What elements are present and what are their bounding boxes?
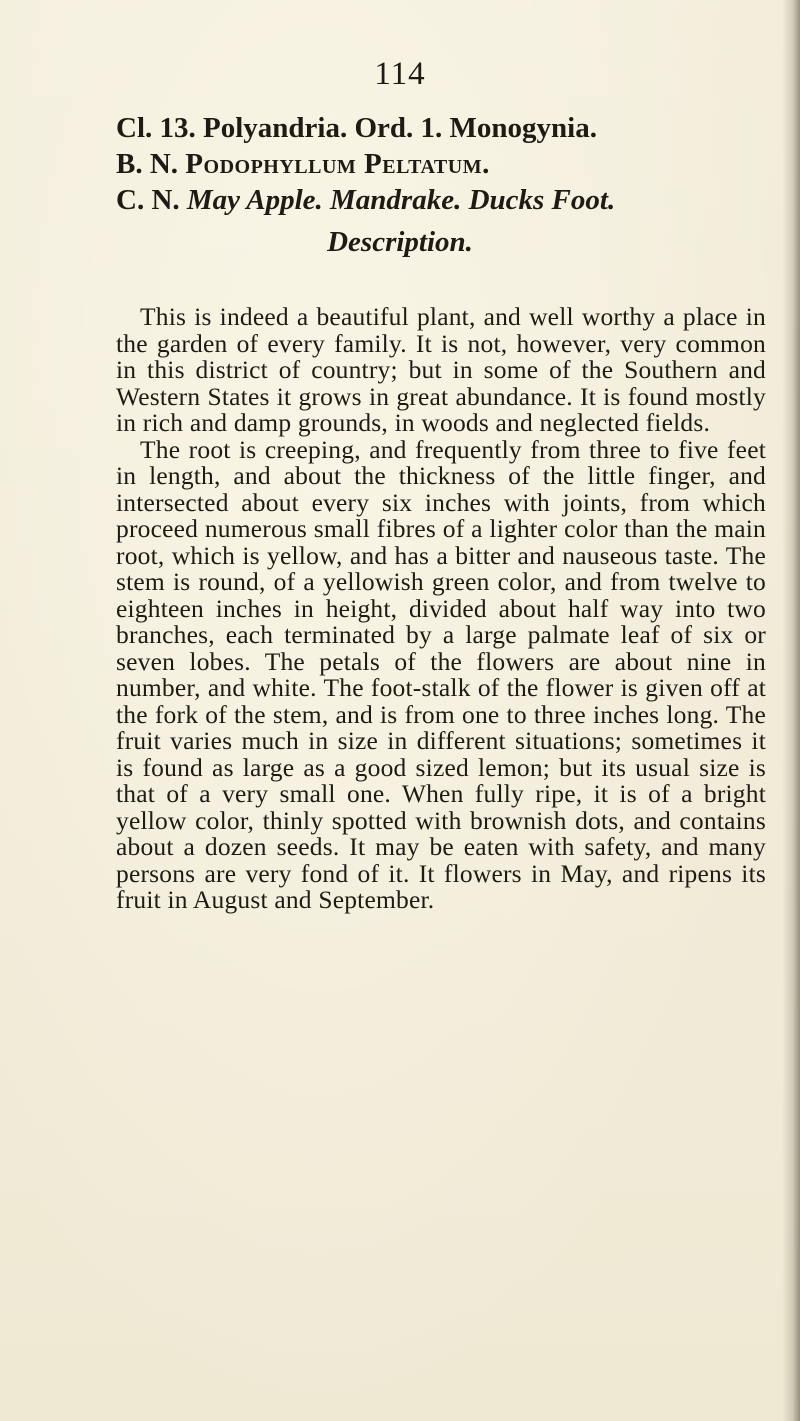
botanical-name: Podophyllum Peltatum. xyxy=(185,148,490,180)
botanical-name-line xyxy=(116,146,756,182)
common-names: May Apple. Mandrake. Ducks Foot. xyxy=(186,184,616,216)
paragraph-description: The root is creeping, and frequently from three to five feet in length, and about the thickness of the little finger, and intersected about every six inches with joints, from which proceed numerous small fibres of a lighter color than the main root, which is yellow, and has a bitter and nauseous taste. The stem is round, of a yellowish green color, and from twelve to eighteen inches in height, divided about half way into two branches, each terminated by a large palmate leaf of six or seven lobes. The petals of the flowers are about nine in number, and white. The foot-stalk of the flower is given off at the fork of the stem, and is from one to three inches long. The fruit varies much in size in different situations; sometimes it is found as large as a good sized lemon; but its usual size is that of a very small one. When fully ripe, it is of a bright yellow color, thinly spotted with brownish dots, and contains about a dozen seeds. It may be eaten with safety, and many persons are very fond of it. It flowers in May, and ripens its fruit in August and September. xyxy=(116,434,766,914)
page-number: 114 xyxy=(374,56,426,92)
body-text xyxy=(116,304,766,914)
botanical-prefix: B. N. xyxy=(116,148,179,180)
common-prefix: C. N. xyxy=(116,184,180,216)
page-edge-shadow xyxy=(782,0,800,1421)
paragraph-introduction: This is indeed a beautiful plant, and well worthy a place in the garden of every family. It is not, however, very common in this district of country; but in some of the Southern and Western States it grows in great abundance. It is found mostly in rich and damp grounds, in woods and neglected fields. xyxy=(116,302,766,437)
section-heading: Description. xyxy=(327,226,473,258)
class-order-line: Cl. 13. Polyandria. Ord. 1. Monogynia. xyxy=(116,112,597,144)
common-name-line xyxy=(116,182,756,218)
classification-block xyxy=(116,110,756,218)
